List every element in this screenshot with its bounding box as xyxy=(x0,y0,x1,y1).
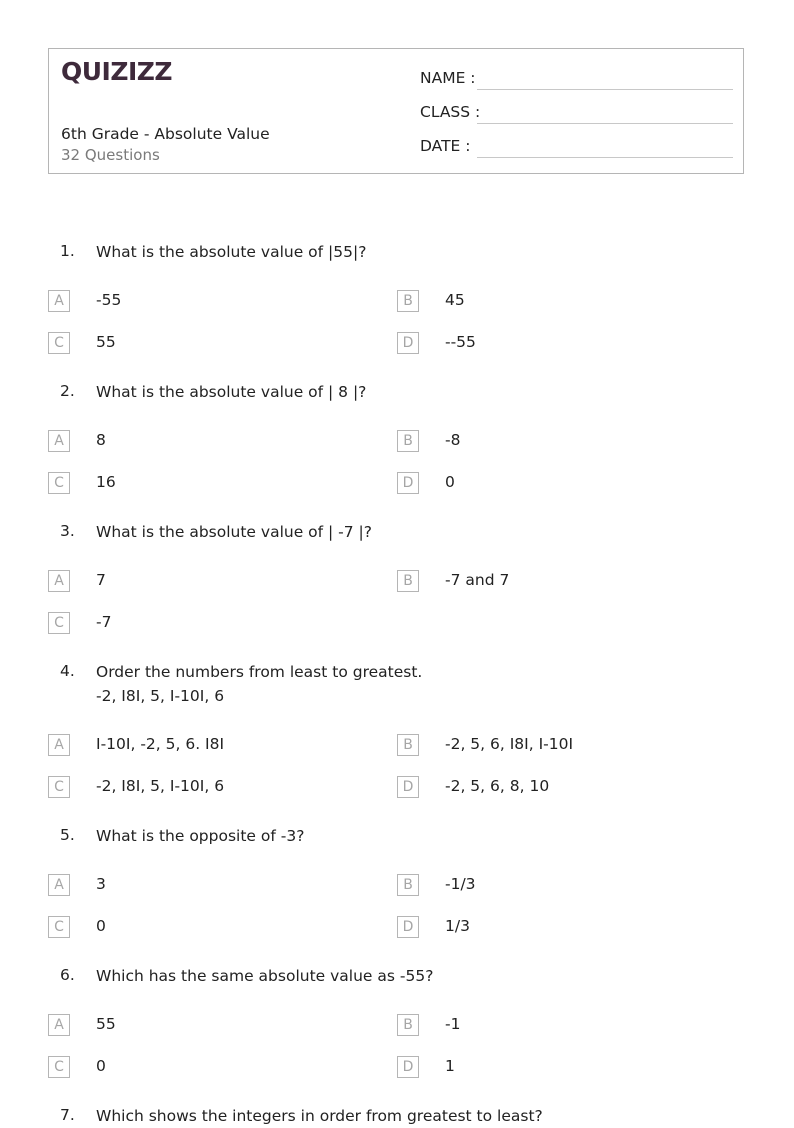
option-letter-box[interactable]: C xyxy=(48,612,70,634)
question-text: Which shows the integers in order from greatest to least? xyxy=(96,1107,543,1125)
option-text: -7 xyxy=(96,613,112,631)
option-text: -2, 5, 6, 8, 10 xyxy=(445,777,550,795)
option-letter-box[interactable]: A xyxy=(48,570,70,592)
question-count: 32 Questions xyxy=(61,146,160,164)
option-text: -55 xyxy=(96,291,122,309)
question-text: What is the absolute value of |55|? xyxy=(96,243,367,261)
option-text: I-10I, -2, 5, 6. I8I xyxy=(96,735,225,753)
question-text: What is the opposite of -3? xyxy=(96,827,305,845)
option-text: 0 xyxy=(96,1057,106,1075)
option-text: 55 xyxy=(96,333,116,351)
option-letter-box[interactable]: A xyxy=(48,1014,70,1036)
option-letter-box[interactable]: A xyxy=(48,430,70,452)
class-label: CLASS : xyxy=(420,103,481,121)
class-line[interactable] xyxy=(477,123,733,124)
option-letter-box[interactable]: B xyxy=(397,734,419,756)
option-letter-box[interactable]: B xyxy=(397,874,419,896)
option-text: -2, I8I, 5, I-10I, 6 xyxy=(96,777,225,795)
question-number: 2. xyxy=(60,382,75,400)
option-text: 1/3 xyxy=(445,917,470,935)
question-text: Order the numbers from least to greatest. xyxy=(96,663,423,681)
date-line[interactable] xyxy=(477,157,733,158)
question-number: 4. xyxy=(60,662,75,680)
question-text: What is the absolute value of | 8 |? xyxy=(96,383,367,401)
option-text: 0 xyxy=(96,917,106,935)
option-letter-box[interactable]: D xyxy=(397,472,419,494)
quizizz-logo: QUIZIZZ xyxy=(61,57,173,86)
worksheet-title: 6th Grade - Absolute Value xyxy=(61,125,270,143)
worksheet-header xyxy=(48,48,744,174)
option-letter-box[interactable]: D xyxy=(397,332,419,354)
question-number: 5. xyxy=(60,826,75,844)
date-label: DATE : xyxy=(420,137,471,155)
option-text: -1 xyxy=(445,1015,461,1033)
question-text: What is the absolute value of | -7 |? xyxy=(96,523,373,541)
option-letter-box[interactable]: C xyxy=(48,776,70,798)
question-number: 1. xyxy=(60,242,75,260)
option-text: -2, 5, 6, I8I, I-10I xyxy=(445,735,574,753)
option-letter-box[interactable]: B xyxy=(397,1014,419,1036)
option-letter-box[interactable]: B xyxy=(397,570,419,592)
option-letter-box[interactable]: A xyxy=(48,734,70,756)
option-text: 0 xyxy=(445,473,455,491)
option-letter-box[interactable]: B xyxy=(397,430,419,452)
option-letter-box[interactable]: C xyxy=(48,332,70,354)
option-text: -1/3 xyxy=(445,875,476,893)
option-letter-box[interactable]: D xyxy=(397,916,419,938)
name-label: NAME : xyxy=(420,69,476,87)
question-text: Which has the same absolute value as -55? xyxy=(96,967,434,985)
option-text: 45 xyxy=(445,291,465,309)
option-text: 3 xyxy=(96,875,106,893)
option-letter-box[interactable]: A xyxy=(48,874,70,896)
option-text: -8 xyxy=(445,431,461,449)
option-letter-box[interactable]: C xyxy=(48,916,70,938)
option-text: 1 xyxy=(445,1057,455,1075)
option-text: -7 and 7 xyxy=(445,571,510,589)
question-number: 7. xyxy=(60,1106,75,1124)
name-line[interactable] xyxy=(477,89,733,90)
option-letter-box[interactable]: A xyxy=(48,290,70,312)
option-text: 7 xyxy=(96,571,106,589)
option-text: 55 xyxy=(96,1015,116,1033)
option-text: --55 xyxy=(445,333,476,351)
option-letter-box[interactable]: C xyxy=(48,472,70,494)
option-letter-box[interactable]: D xyxy=(397,1056,419,1078)
option-letter-box[interactable]: C xyxy=(48,1056,70,1078)
option-letter-box[interactable]: B xyxy=(397,290,419,312)
question-text-line-2: -2, I8I, 5, I-10I, 6 xyxy=(96,687,225,705)
option-letter-box[interactable]: D xyxy=(397,776,419,798)
option-text: 8 xyxy=(96,431,106,449)
question-number: 3. xyxy=(60,522,75,540)
question-number: 6. xyxy=(60,966,75,984)
option-text: 16 xyxy=(96,473,116,491)
